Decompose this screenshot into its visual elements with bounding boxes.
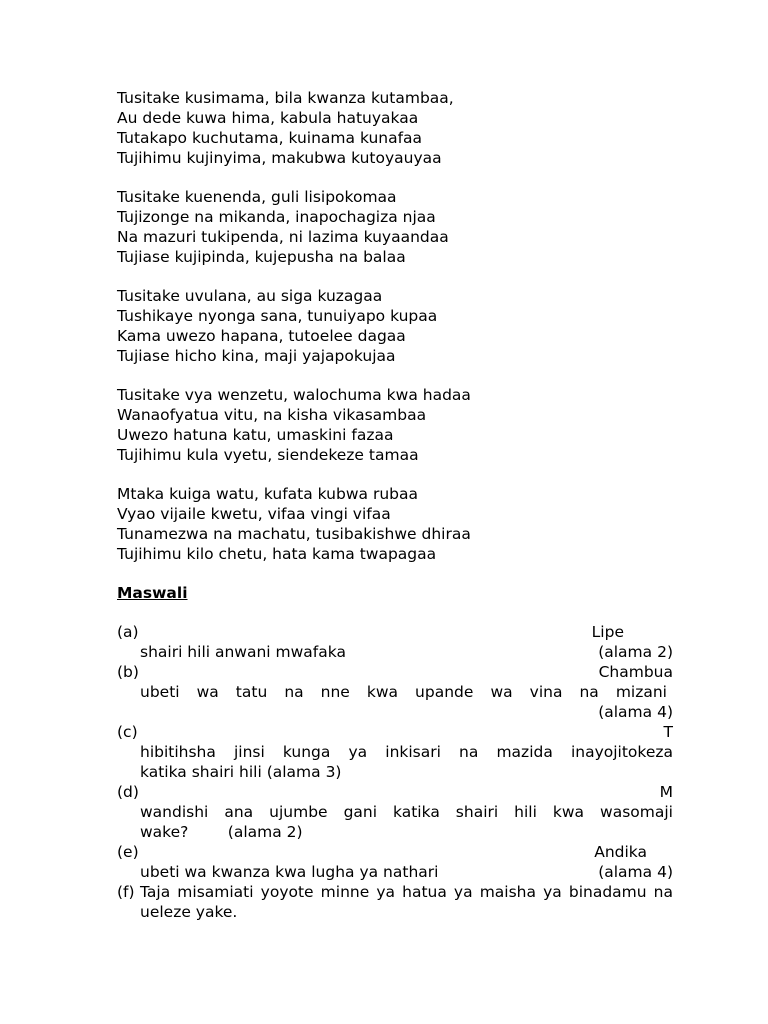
question-leading-word: T (663, 723, 673, 741)
poem-stanza-1 (117, 88, 673, 168)
questions-heading: Maswali (117, 584, 188, 602)
question-f (117, 882, 673, 922)
poem-line: Tujihimu kujinyima, makubwa kutoyauyaa (117, 149, 442, 167)
question-label: (d) (117, 783, 139, 801)
poem-line: Tusitake kusimama, bila kwanza kutambaa, (117, 89, 454, 107)
poem-line: Tujihimu kula vyetu, siendekeze tamaa (117, 446, 419, 464)
question-b (117, 662, 673, 722)
question-body: Taja misamiati yoyote minne ya hatua ya maisha ya binadamu na ueleze yake. (140, 883, 673, 921)
poem-line: Au dede kuwa hima, kabula hatuyakaa (117, 109, 419, 127)
poem-line: Wanaofyatua vitu, na kisha vikasambaa (117, 406, 427, 424)
question-leading-word: Chambua (598, 663, 673, 681)
poem-line: Vyao vijaile kwetu, vifaa vingi vifaa (117, 505, 391, 523)
question-line (140, 862, 673, 882)
question-leading-word: M (659, 783, 673, 801)
document-page (117, 88, 673, 922)
poem-line: Tujihimu kilo chetu, hata kama twapagaa (117, 545, 437, 563)
question-body: ubeti wa kwanza kwa lugha ya nathari (140, 863, 439, 881)
poem-stanza-4 (117, 385, 673, 465)
poem-line: Tusitake uvulana, au siga kuzagaa (117, 287, 383, 305)
question-e (117, 842, 673, 882)
poem-stanza-3 (117, 286, 673, 366)
question-text (140, 782, 673, 842)
question-label: (b) (117, 663, 139, 681)
question-d (117, 782, 673, 842)
poem-line: Tujiase hicho kina, maji yajapokujaa (117, 347, 396, 365)
question-body: hibitihsha jinsi kunga ya inkisari na mazida inayojitokeza (140, 743, 673, 761)
question-marks: (alama 2) (598, 643, 673, 661)
question-leading-word: Andika (594, 843, 647, 861)
poem-line: Tujiase kujipinda, kujepusha na balaa (117, 248, 406, 266)
question-marks: (alama 4) (598, 703, 673, 721)
question-text (140, 662, 673, 722)
question-c (117, 722, 673, 782)
poem-line: Kama uwezo hapana, tutoelee dagaa (117, 327, 406, 345)
poem-line: Tutakapo kuchutama, kuinama kunafaa (117, 129, 423, 147)
poem-stanza-2 (117, 187, 673, 267)
question-label: (f) (117, 883, 135, 901)
question-text (140, 842, 673, 882)
question-line (140, 642, 673, 662)
poem-line: Tusitake vya wenzetu, walochuma kwa hadaa (117, 386, 471, 404)
question-body-cont: wake? (alama 2) (140, 823, 303, 841)
question-label: (c) (117, 723, 138, 741)
question-leading-word: Lipe (591, 623, 624, 641)
question-label: (a) (117, 623, 139, 641)
poem-line: Tusitake kuenenda, guli lisipokomaa (117, 188, 397, 206)
question-body-cont: katika shairi hili (alama 3) (140, 763, 342, 781)
question-marks: (alama 4) (598, 863, 673, 881)
poem-stanza-5 (117, 484, 673, 564)
question-body: ubeti wa tatu na nne kwa upande wa vina na mizani (140, 683, 667, 701)
question-text (140, 722, 673, 782)
poem-line: Uwezo hatuna katu, umaskini fazaa (117, 426, 394, 444)
poem-line: Mtaka kuiga watu, kufata kubwa rubaa (117, 485, 418, 503)
question-label: (e) (117, 843, 139, 861)
question-text (140, 622, 673, 662)
questions-list (117, 622, 673, 922)
poem-line: Tunamezwa na machatu, tusibakishwe dhiraa (117, 525, 471, 543)
poem-line: Na mazuri tukipenda, ni lazima kuyaandaa (117, 228, 449, 246)
poem-line: Tujizonge na mikanda, inapochagiza njaa (117, 208, 436, 226)
question-body: shairi hili anwani mwafaka (140, 643, 346, 661)
question-body: wandishi ana ujumbe gani katika shairi hili kwa wasomaji (140, 803, 673, 821)
question-a (117, 622, 673, 662)
poem-line: Tushikaye nyonga sana, tunuiyapo kupaa (117, 307, 438, 325)
